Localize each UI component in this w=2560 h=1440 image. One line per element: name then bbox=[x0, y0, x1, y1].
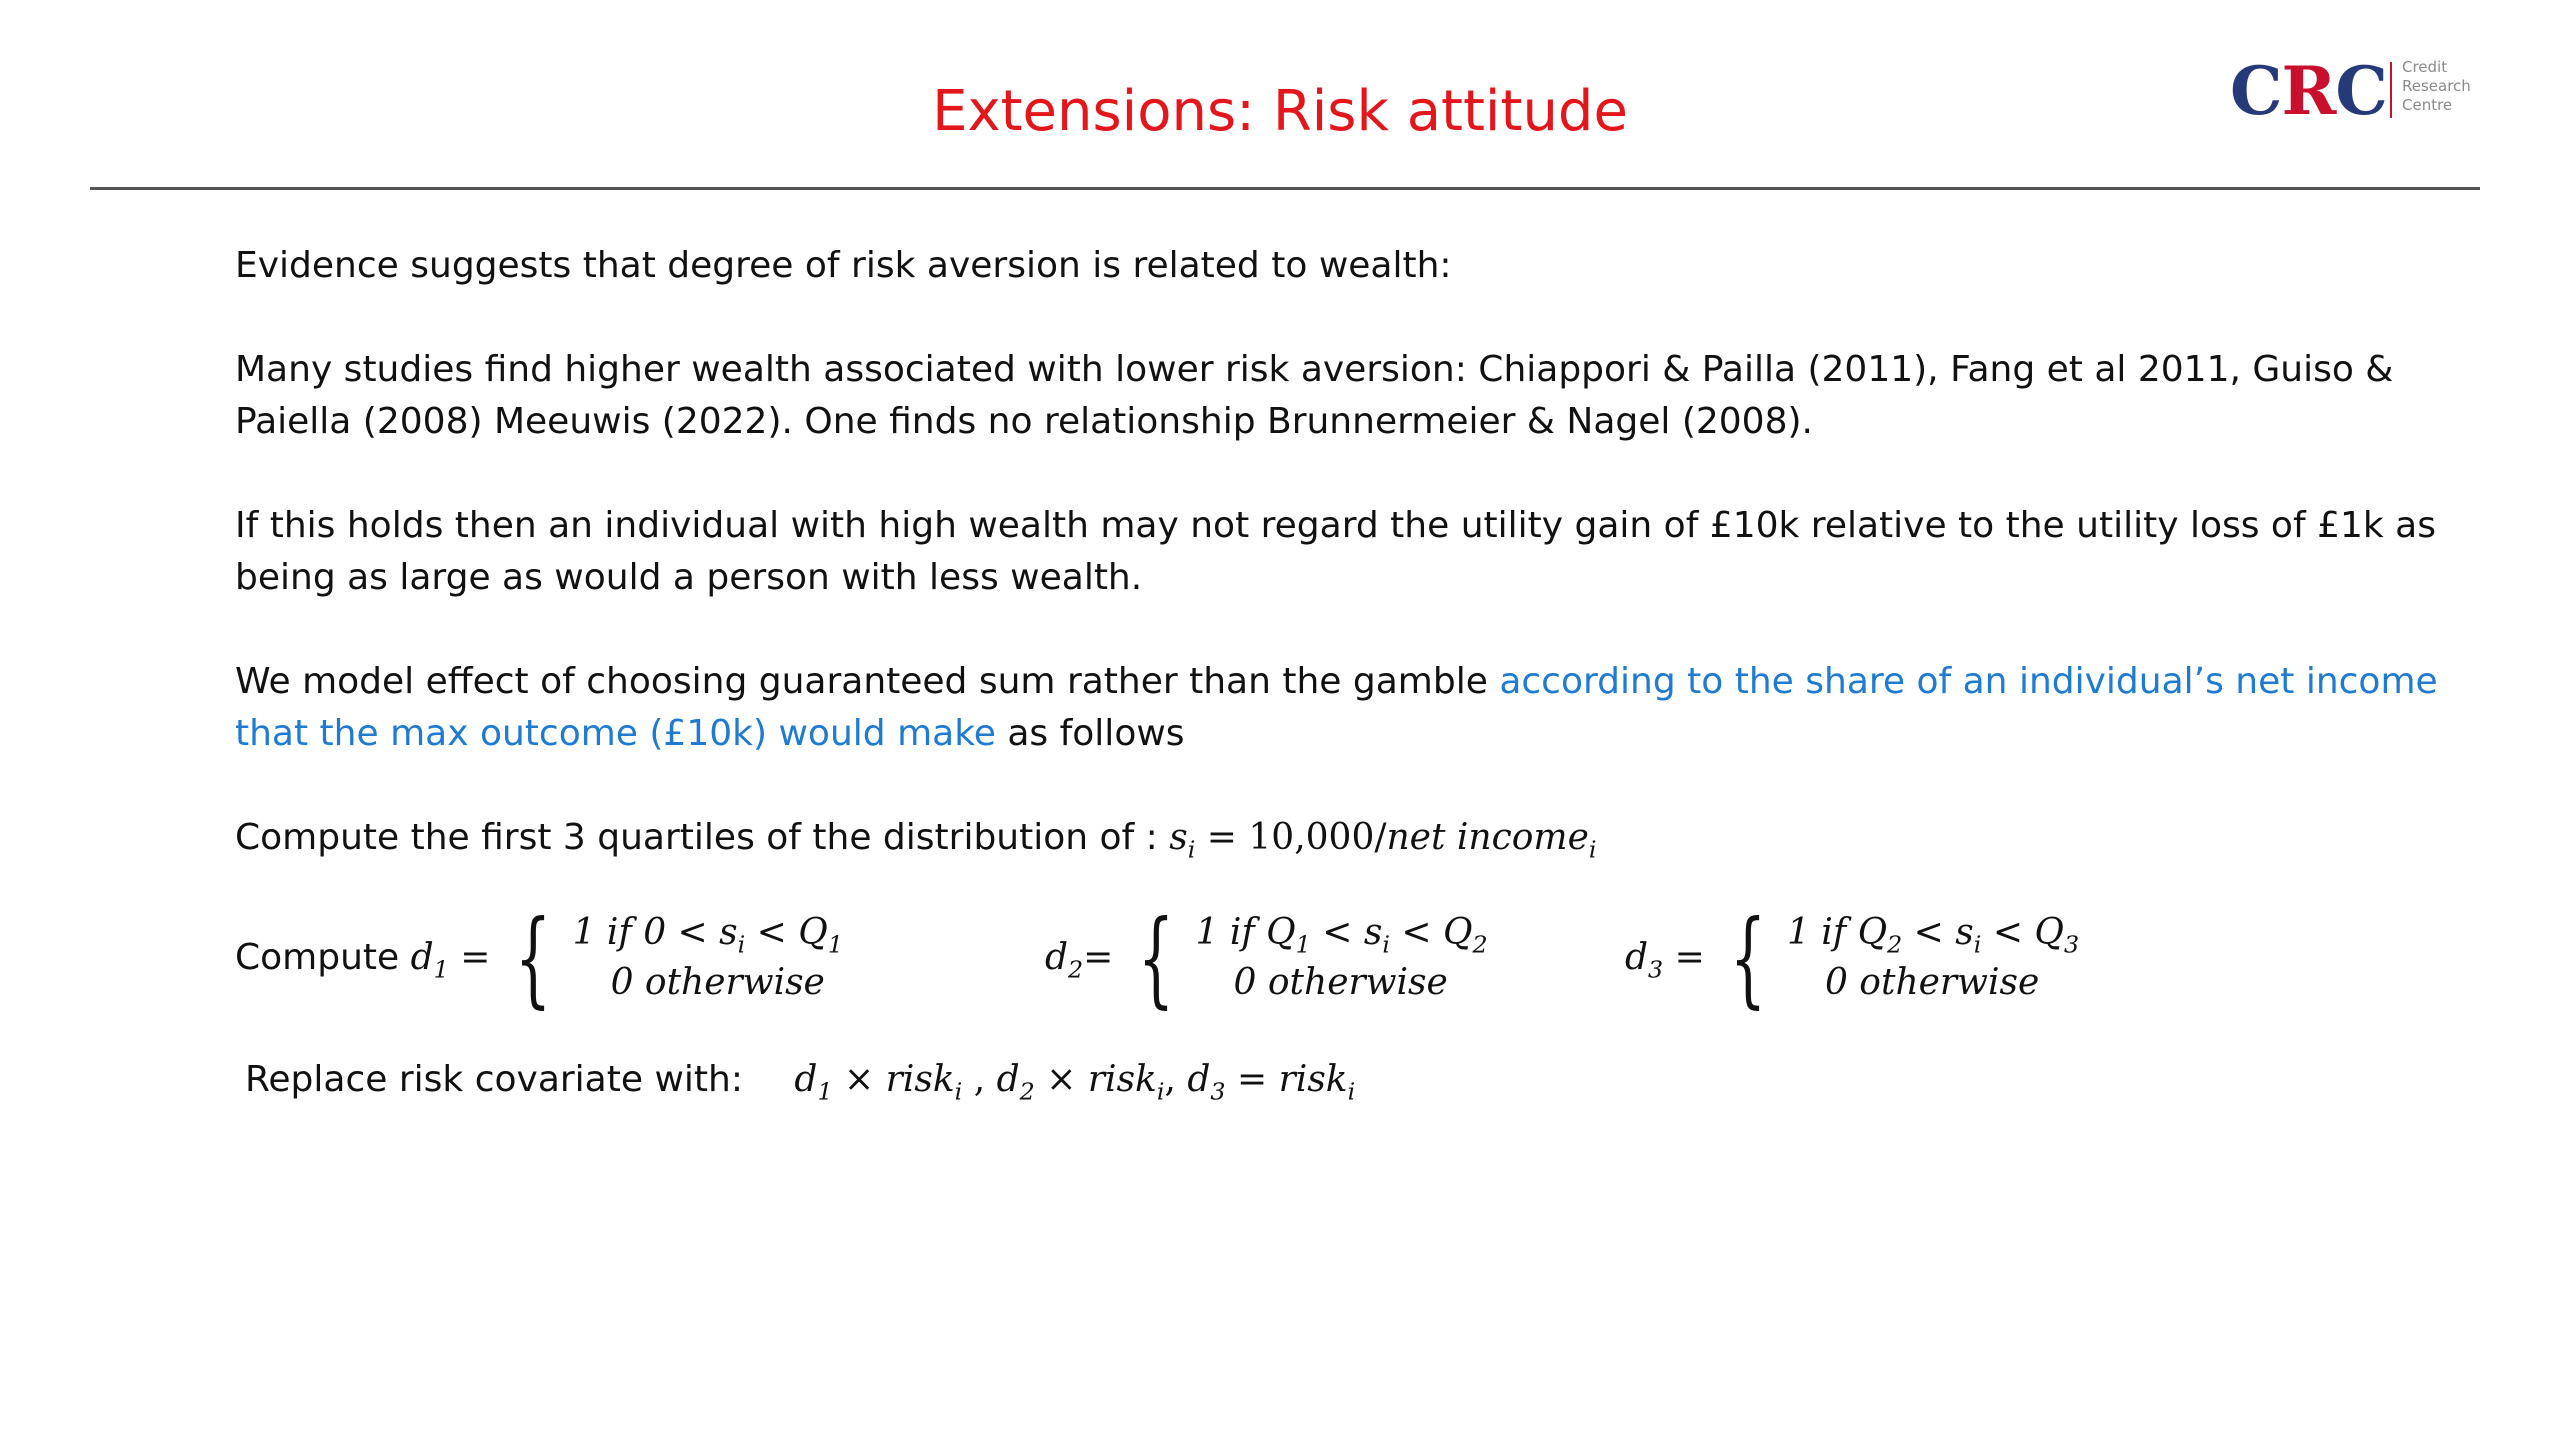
case-d3-lhs bbox=[1625, 932, 1705, 984]
replace-d3: d bbox=[1187, 1059, 1211, 1100]
slide-title: Extensions: Risk attitude bbox=[932, 79, 1628, 144]
logo-sub-centre: Centre bbox=[2402, 96, 2453, 114]
case-d2-lhs bbox=[1045, 932, 1113, 984]
replace-times1: × bbox=[832, 1059, 886, 1100]
case-d3-line1-sub2: i bbox=[1973, 930, 1982, 959]
d2-symbol: d bbox=[1045, 937, 1069, 978]
formula-share bbox=[1169, 817, 1597, 864]
logo-sub-research: Research bbox=[2402, 77, 2471, 95]
replace-d2: d bbox=[996, 1059, 1020, 1100]
d3-eq: = bbox=[1663, 937, 1705, 978]
dummy-definitions bbox=[235, 897, 2465, 1019]
paragraph-quartiles bbox=[235, 812, 2465, 864]
title-divider bbox=[90, 187, 2480, 190]
paragraph-evidence: Evidence suggests that degree of risk aversion is related to wealth: bbox=[235, 245, 1452, 286]
case-d1-line1-b: < Q bbox=[745, 912, 828, 953]
d3-sub: 3 bbox=[1648, 955, 1664, 984]
case-d1-lhs bbox=[235, 932, 490, 984]
logo-letter-r: R bbox=[2281, 52, 2336, 130]
case-d3-line1-b: < Q bbox=[1981, 912, 2064, 953]
formula-net-income: net income bbox=[1386, 817, 1589, 858]
case-d3-lines bbox=[1787, 908, 2079, 1008]
model-text-highlight: according to the share of an individual’s net income that the max outcome (£10k) would make bbox=[235, 661, 2438, 754]
case-d1-lines bbox=[573, 908, 843, 1008]
case-d3 bbox=[1625, 897, 2080, 1019]
case-d2 bbox=[1045, 897, 1488, 1019]
case-d3-line1-sub1: 2 bbox=[1887, 930, 1903, 959]
compute-label: Compute bbox=[235, 937, 411, 978]
replace-eq: = bbox=[1225, 1059, 1279, 1100]
case-d1-line2: 0 otherwise bbox=[610, 962, 825, 1003]
case-d1-line1-sub2: 1 bbox=[827, 930, 843, 959]
case-d2-lines bbox=[1196, 908, 1488, 1008]
left-brace-icon: { bbox=[1138, 897, 1175, 1019]
case-d1-line1 bbox=[573, 908, 843, 958]
d2-sub: 2 bbox=[1068, 955, 1084, 984]
d1-eq: = bbox=[448, 937, 491, 978]
case-d3-line1-a: 1 if Q bbox=[1786, 912, 1888, 953]
paragraph-model bbox=[235, 656, 2465, 760]
case-d3-line1 bbox=[1787, 908, 2079, 958]
replace-d1: d bbox=[794, 1059, 818, 1100]
logo-mark bbox=[2230, 52, 2387, 130]
case-d3-line2: 0 otherwise bbox=[1824, 962, 2040, 1003]
case-d1 bbox=[235, 897, 843, 1019]
replace-label: Replace risk covariate with: bbox=[245, 1059, 743, 1100]
replace-comma2: , bbox=[1164, 1059, 1188, 1100]
formula-s: s bbox=[1169, 817, 1188, 858]
d2-eq: = bbox=[1083, 937, 1114, 978]
case-d2-line1 bbox=[1196, 908, 1488, 958]
case-d2-line1-sub2: i bbox=[1382, 930, 1390, 959]
d1-sub: 1 bbox=[433, 955, 449, 984]
logo-divider bbox=[2390, 62, 2392, 118]
replace-risk2: risk bbox=[1087, 1059, 1157, 1100]
logo-letter-c2: C bbox=[2335, 52, 2387, 130]
replace-risk1: risk bbox=[885, 1059, 955, 1100]
crc-logo bbox=[2230, 52, 2500, 130]
left-brace-icon: { bbox=[1729, 897, 1767, 1019]
replace-d3-sub: 3 bbox=[1210, 1077, 1226, 1106]
replace-times2: × bbox=[1034, 1059, 1088, 1100]
case-d2-line1-b: < Q bbox=[1389, 912, 1473, 953]
paragraph-studies: Many studies find higher wealth associated with lower risk aversion: Chiappori & Pailla (2011), Fang et al 2011, Guiso & Paiella (2008) Meeuwis (2022). One finds no relationship Brunnermeier & Nagel (2008). bbox=[235, 349, 2394, 442]
d3-symbol: d bbox=[1625, 937, 1649, 978]
left-brace-icon: { bbox=[515, 897, 552, 1019]
model-text-post: as follows bbox=[995, 713, 1185, 754]
replace-formula bbox=[794, 1059, 1356, 1106]
case-d2-line1-a: 1 if Q bbox=[1195, 912, 1296, 953]
slide-body bbox=[235, 240, 2465, 1106]
case-d2-line1-mid: < s bbox=[1310, 912, 1383, 953]
replace-risk3: risk bbox=[1278, 1059, 1348, 1100]
replace-d2-sub: 2 bbox=[1019, 1077, 1035, 1106]
case-d2-line1-sub3: 2 bbox=[1472, 930, 1488, 959]
logo-letter-c: C bbox=[2230, 52, 2282, 130]
paragraph-hypothesis: If this holds then an individual with high wealth may not regard the utility gain of £10k relative to the utility loss of £1k as being as large as would a person with less wealth. bbox=[235, 505, 2436, 598]
formula-net-income-sub: i bbox=[1588, 835, 1597, 864]
case-d1-line1-sub: i bbox=[737, 930, 746, 959]
replace-risk3-sub: i bbox=[1347, 1077, 1356, 1106]
replace-d1-sub: 1 bbox=[817, 1077, 833, 1106]
logo-subtitle bbox=[2402, 58, 2471, 115]
logo-sub-credit: Credit bbox=[2402, 58, 2448, 76]
quartiles-text: Compute the first 3 quartiles of the distribution of : bbox=[235, 817, 1170, 858]
case-d3-line1-sub3: 3 bbox=[2063, 930, 2080, 959]
formula-eq: = 10,000/ bbox=[1195, 817, 1387, 858]
d1-symbol: d bbox=[410, 937, 434, 978]
model-text-pre: We model effect of choosing guaranteed sum rather than the gamble bbox=[235, 661, 1500, 702]
replace-risk2-sub: i bbox=[1156, 1077, 1165, 1106]
case-d2-line1-sub1: 1 bbox=[1295, 930, 1311, 959]
replace-comma1: , bbox=[962, 1059, 997, 1100]
replace-covariate bbox=[245, 1054, 2465, 1106]
formula-s-sub: i bbox=[1187, 835, 1196, 864]
case-d2-line2: 0 otherwise bbox=[1233, 962, 1448, 1003]
case-d1-line1-a: 1 if 0 < s bbox=[572, 912, 738, 953]
case-d3-line1-mid: < s bbox=[1902, 912, 1974, 953]
replace-risk1-sub: i bbox=[954, 1077, 963, 1106]
